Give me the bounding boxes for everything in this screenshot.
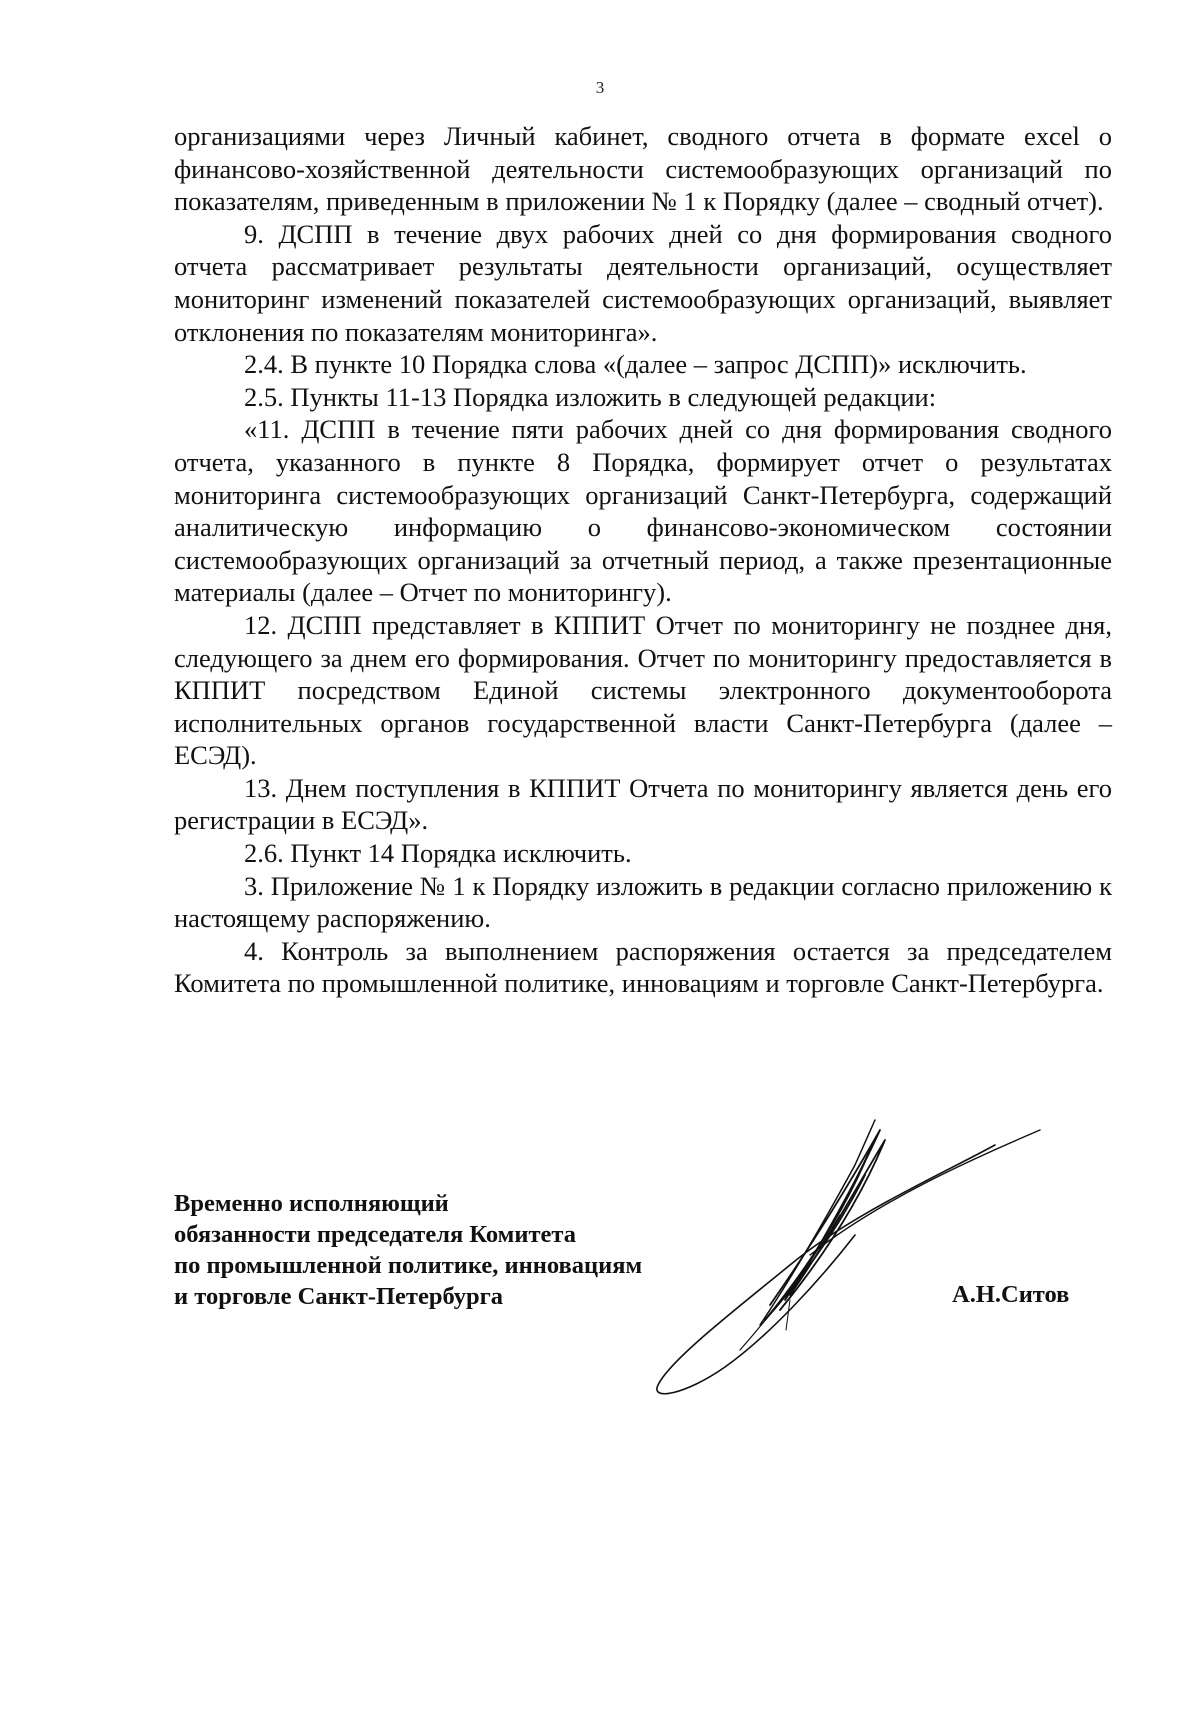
- signatory-title-line: Временно исполняющий: [174, 1190, 449, 1217]
- handwritten-signature: [640, 1105, 1100, 1405]
- paragraph-continuation: организациями через Личный кабинет, сводного отчета в формате excel о финансово-хозяйственной деятельности системообразующих организаций по показателям, приведенным в приложении № 1 к Порядку (далее – сводный отчет).: [174, 121, 1112, 217]
- signatory-title-line: и торговле Санкт-Петербурга: [174, 1283, 504, 1310]
- signatory-name: А.Н.Ситов: [952, 1281, 1070, 1308]
- signatory-title-line: по промышленной политике, инновациям: [174, 1252, 643, 1279]
- paragraph-item-13: 13. Днем поступления в КППИТ Отчета по мониторингу является день его регистрации в ЕСЭД».: [174, 772, 1112, 836]
- paragraph-item-9: 9. ДСПП в течение двух рабочих дней со дня формирования сводного отчета рассматривает результаты деятельности организаций, осуществляет мониторинг изменений показателей системообразующих организаций, выявляет отклонения по показателям мониторинга».: [174, 218, 1112, 347]
- document-body: [174, 120, 1112, 1000]
- paragraph-item-2-5: 2.5. Пункты 11-13 Порядка изложить в следующей редакции:: [244, 381, 937, 412]
- signatory-title-line: обязанности председателя Комитета: [174, 1221, 576, 1248]
- page-number: 3: [595, 78, 605, 97]
- paragraph-item-2-4: 2.4. В пункте 10 Порядка слова «(далее – запрос ДСПП)» исключить.: [244, 349, 1027, 380]
- paragraph-item-11: «11. ДСПП в течение пяти рабочих дней со дня формирования сводного отчета, указанного в пункте 8 Порядка, формирует отчет о результатах мониторинга системообразующих организаций Санкт-Петербурга, содержащий аналитическую информацию о финансово-экономическом состоянии системообразующих организаций за отчетный период, а также презентационные материалы (далее – Отчет по мониторингу).: [174, 414, 1112, 608]
- signatory-title: [174, 1188, 642, 1312]
- paragraph-item-2-6: 2.6. Пункт 14 Порядка исключить.: [244, 838, 632, 869]
- paragraph-item-4: 4. Контроль за выполнением распоряжения остается за председателем Комитета по промышленной политике, инновациям и торговле Санкт-Петербурга.: [174, 935, 1112, 999]
- paragraph-item-12: 12. ДСПП представляет в КППИТ Отчет по мониторингу не позднее дня, следующего за днем его формирования. Отчет по мониторингу предоставляется в КППИТ посредством Единой системы электронного документооборота исполнительных органов государственной власти Санкт-Петербурга (далее – ЕСЭД).: [174, 609, 1112, 771]
- paragraph-item-3: 3. Приложение № 1 к Порядку изложить в редакции согласно приложению к настоящему распоряжению.: [174, 870, 1112, 934]
